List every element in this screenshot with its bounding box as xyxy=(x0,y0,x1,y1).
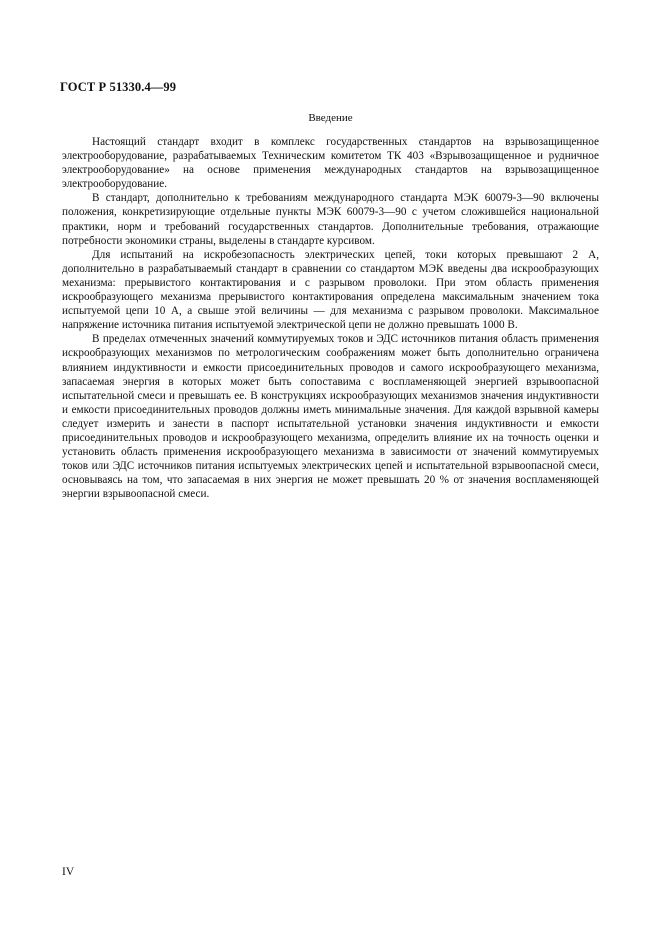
paragraph: В пределах отмеченных значений коммутируемых токов и ЭДС источников питания область применения искрообразующих механизмов по метрологическим соображениям может быть дополнительно ограничена влиянием индуктивности и емкости присоединительных проводов и самого искрообразующего механизма, запасаемая энергия в которых может быть сопоставима с воспламеняющей энергией взрывоопасной испытательной смеси и превышать ее. В конструкциях искрообразующих механизмов значения индуктивности и емкости присоединительных проводов должны иметь минимальные значения. Для каждой взрывной камеры следует измерить и занести в паспорт испытательной установки значения индуктивности и емкости присоединительных проводов и искрообразующего механизма, определить влияние их на точность оценки и установить область применения искрообразующего механизма в зависимости от значений коммутируемых токов или ЭДС источников питания испытуемых электрических цепей и испытательной взрывоопасной смеси, основываясь на том, что запасаемая в них энергия не может превышать 20 % от значения воспламеняющей энергии взрывоопасной смеси. xyxy=(62,333,599,501)
section-title: Введение xyxy=(308,112,353,124)
paragraph: Для испытаний на искробезопасность электрических цепей, токи которых превышают 2 А, дополнительно в разрабатываемый стандарт в сравнении со стандартом МЭК введены два искрообразующих механизма: прерывистого контактирования и с разрывом проволоки. При этом область применения искрообразующего механизма прерывистого контактирования определена максимальным значением тока испытуемой цепи 10 А, а свыше этой величины — для механизма с разрывом проволоки. Максимальное напряжение источника питания испытуемой электрической цепи не должно превышать 1000 В. xyxy=(62,248,599,332)
body-text xyxy=(62,135,599,501)
paragraph: Настоящий стандарт входит в комплекс государственных стандартов на взрывозащищенное электрооборудование, разрабатываемых Техническим комитетом ТК 403 «Взрывозащищенное и рудничное электрооборудование» на основе применения международных стандартов на взрывозащищенное электрооборудование. xyxy=(62,136,599,191)
page-number: IV xyxy=(62,866,75,878)
standard-code: ГОСТ Р 51330.4—99 xyxy=(60,80,177,94)
paragraph: В стандарт, дополнительно к требованиям международного стандарта МЭК 60079-3—90 включены положения, конкретизирующие отдельные пункты МЭК 60079-3—90 с учетом сложившейся национальной практики, норм и требований государственных стандартов. Дополнительные требования, отражающие потребности экономики страны, выделены в стандарте курсивом. xyxy=(62,192,599,247)
